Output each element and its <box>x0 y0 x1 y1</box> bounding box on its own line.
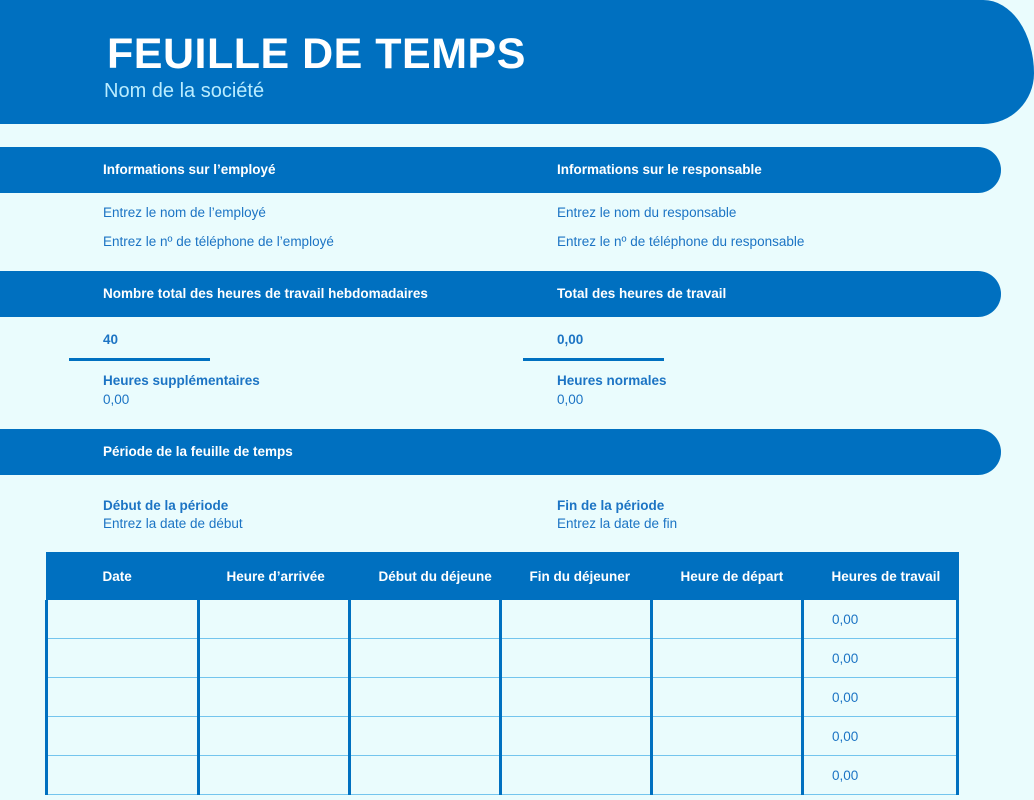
departure-cell[interactable] <box>652 717 803 756</box>
table-row <box>47 600 958 639</box>
total-hours-underline <box>523 358 664 361</box>
date-cell[interactable] <box>47 717 199 756</box>
hours-cell: 0,00 <box>803 756 958 795</box>
arrival-cell[interactable] <box>199 717 350 756</box>
lunch-start-cell[interactable] <box>350 717 501 756</box>
timesheet-table <box>45 552 959 795</box>
table-row <box>47 756 958 795</box>
lunch-end-cell[interactable] <box>501 639 652 678</box>
column-header-date: Date <box>47 552 199 600</box>
employee-phone-field[interactable]: Entrez le nº de téléphone de l’employé <box>103 234 334 249</box>
arrival-cell[interactable] <box>199 756 350 795</box>
period-heading: Période de la feuille de temps <box>103 444 293 459</box>
column-header-hours: Heures de travail <box>803 552 958 600</box>
employee-name-field[interactable]: Entrez le nom de l’employé <box>103 205 266 220</box>
manager-phone-field[interactable]: Entrez le nº de téléphone du responsable <box>557 234 805 249</box>
weekly-hours-heading: Nombre total des heures de travail hebdomadaires <box>103 286 428 301</box>
manager-info-heading: Informations sur le responsable <box>557 162 762 177</box>
table-row <box>47 717 958 756</box>
hours-cell: 0,00 <box>803 639 958 678</box>
column-header-departure: Heure de départ <box>652 552 803 600</box>
column-header-lunch-start: Début du déjeune <box>350 552 501 600</box>
weekly-hours-value[interactable]: 40 <box>103 332 119 347</box>
lunch-end-cell[interactable] <box>501 717 652 756</box>
regular-hours-label: Heures normales <box>557 373 667 388</box>
period-start-label: Début de la période <box>103 498 229 513</box>
table-header-row <box>47 552 958 600</box>
date-cell[interactable] <box>47 678 199 717</box>
column-header-lunch-end: Fin du déjeuner <box>501 552 652 600</box>
hours-cell: 0,00 <box>803 600 958 639</box>
total-hours-heading: Total des heures de travail <box>557 286 727 301</box>
manager-name-field[interactable]: Entrez le nom du responsable <box>557 205 737 220</box>
overtime-value: 0,00 <box>103 392 130 407</box>
header-banner <box>0 0 1034 124</box>
regular-hours-value: 0,00 <box>557 392 584 407</box>
company-name[interactable]: Nom de la société <box>104 80 265 102</box>
arrival-cell[interactable] <box>199 600 350 639</box>
hours-cell: 0,00 <box>803 678 958 717</box>
lunch-start-cell[interactable] <box>350 639 501 678</box>
period-end-label: Fin de la période <box>557 498 665 513</box>
departure-cell[interactable] <box>652 639 803 678</box>
lunch-end-cell[interactable] <box>501 600 652 639</box>
lunch-end-cell[interactable] <box>501 678 652 717</box>
departure-cell[interactable] <box>652 600 803 639</box>
period-start-field[interactable]: Entrez la date de début <box>103 516 243 531</box>
info-band <box>0 147 1001 193</box>
date-cell[interactable] <box>47 639 199 678</box>
lunch-start-cell[interactable] <box>350 756 501 795</box>
departure-cell[interactable] <box>652 756 803 795</box>
lunch-start-cell[interactable] <box>350 678 501 717</box>
hours-cell: 0,00 <box>803 717 958 756</box>
employee-info-heading: Informations sur l’employé <box>103 162 276 177</box>
table-row <box>47 678 958 717</box>
period-end-field[interactable]: Entrez la date de fin <box>557 516 678 531</box>
overtime-label: Heures supplémentaires <box>103 373 260 388</box>
date-cell[interactable] <box>47 756 199 795</box>
table-row <box>47 639 958 678</box>
arrival-cell[interactable] <box>199 678 350 717</box>
weekly-hours-underline <box>69 358 210 361</box>
hours-band <box>0 271 1001 317</box>
total-hours-value: 0,00 <box>557 332 584 347</box>
arrival-cell[interactable] <box>199 639 350 678</box>
lunch-end-cell[interactable] <box>501 756 652 795</box>
page-title: FEUILLE DE TEMPS <box>107 30 526 78</box>
departure-cell[interactable] <box>652 678 803 717</box>
column-header-arrival: Heure d’arrivée <box>199 552 350 600</box>
date-cell[interactable] <box>47 600 199 639</box>
period-band <box>0 429 1001 475</box>
lunch-start-cell[interactable] <box>350 600 501 639</box>
